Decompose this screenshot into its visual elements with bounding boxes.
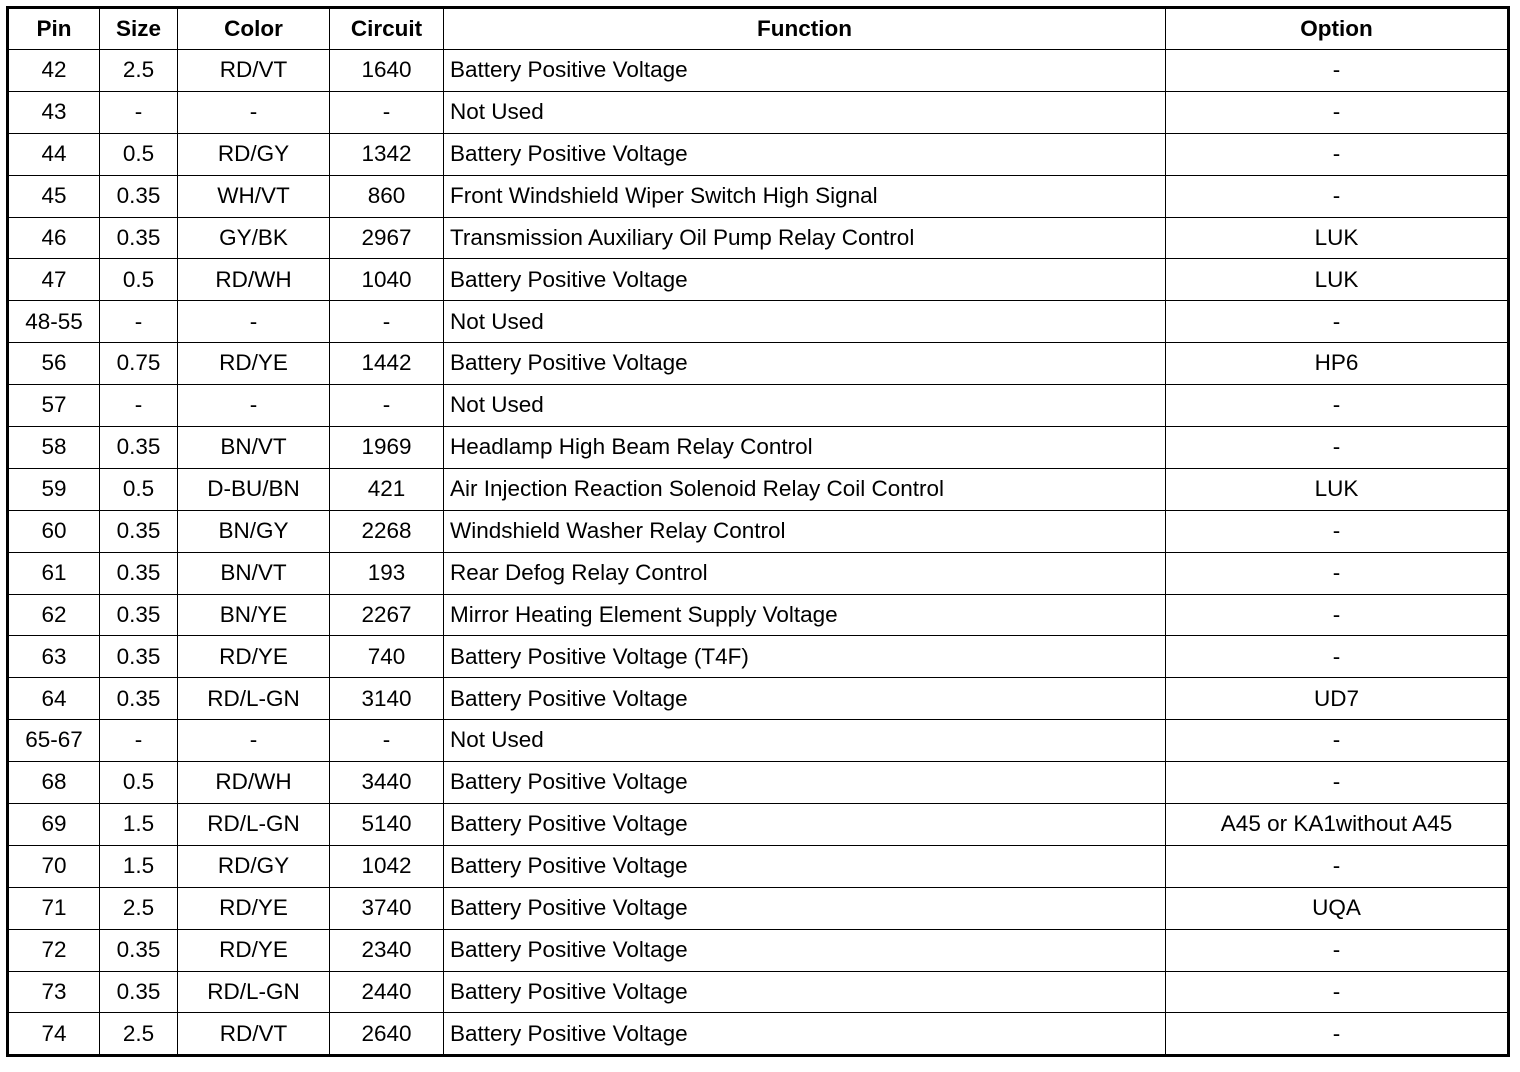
table-row: [8, 343, 1509, 385]
table-row: [8, 259, 1509, 301]
cell-option: LUK: [1166, 468, 1509, 510]
cell-size: 0.5: [100, 762, 178, 804]
table-row: [8, 552, 1509, 594]
cell-function: Battery Positive Voltage: [444, 1013, 1166, 1056]
cell-option: -: [1166, 385, 1509, 427]
cell-size: -: [100, 385, 178, 427]
cell-circuit: 740: [330, 636, 444, 678]
cell-function: Headlamp High Beam Relay Control: [444, 427, 1166, 469]
cell-color: RD/YE: [178, 929, 330, 971]
cell-option: -: [1166, 175, 1509, 217]
cell-color: RD/VT: [178, 1013, 330, 1056]
cell-circuit: 1342: [330, 133, 444, 175]
cell-option: -: [1166, 50, 1509, 92]
cell-circuit: 860: [330, 175, 444, 217]
table-row: [8, 510, 1509, 552]
header-option: Option: [1166, 8, 1509, 50]
cell-pin: 72: [8, 929, 100, 971]
cell-size: 0.35: [100, 510, 178, 552]
cell-function: Battery Positive Voltage: [444, 887, 1166, 929]
cell-pin: 73: [8, 971, 100, 1013]
cell-pin: 59: [8, 468, 100, 510]
cell-size: -: [100, 301, 178, 343]
cell-option: UD7: [1166, 678, 1509, 720]
cell-size: 2.5: [100, 1013, 178, 1056]
pinout-table: [6, 6, 1510, 1057]
cell-function: Battery Positive Voltage: [444, 929, 1166, 971]
cell-circuit: 193: [330, 552, 444, 594]
table-row: [8, 678, 1509, 720]
header-color: Color: [178, 8, 330, 50]
cell-option: -: [1166, 762, 1509, 804]
cell-pin: 61: [8, 552, 100, 594]
table-row: [8, 971, 1509, 1013]
cell-color: RD/GY: [178, 845, 330, 887]
table-row: [8, 636, 1509, 678]
cell-function: Not Used: [444, 301, 1166, 343]
cell-size: 0.5: [100, 468, 178, 510]
table-row: [8, 1013, 1509, 1056]
cell-pin: 43: [8, 91, 100, 133]
cell-function: Not Used: [444, 720, 1166, 762]
table-row: [8, 720, 1509, 762]
table-row: [8, 385, 1509, 427]
cell-size: -: [100, 91, 178, 133]
cell-function: Windshield Washer Relay Control: [444, 510, 1166, 552]
cell-size: 1.5: [100, 845, 178, 887]
cell-option: -: [1166, 91, 1509, 133]
cell-option: -: [1166, 427, 1509, 469]
cell-pin: 71: [8, 887, 100, 929]
cell-color: RD/WH: [178, 259, 330, 301]
table-row: [8, 133, 1509, 175]
table-row: [8, 91, 1509, 133]
cell-pin: 65-67: [8, 720, 100, 762]
cell-pin: 62: [8, 594, 100, 636]
cell-pin: 69: [8, 804, 100, 846]
cell-color: RD/L-GN: [178, 804, 330, 846]
table-row: [8, 762, 1509, 804]
cell-option: A45 or KA1without A45: [1166, 804, 1509, 846]
cell-option: -: [1166, 845, 1509, 887]
cell-circuit: -: [330, 720, 444, 762]
cell-circuit: 421: [330, 468, 444, 510]
cell-circuit: 1969: [330, 427, 444, 469]
cell-circuit: -: [330, 301, 444, 343]
cell-function: Battery Positive Voltage: [444, 259, 1166, 301]
cell-size: 0.35: [100, 427, 178, 469]
cell-function: Rear Defog Relay Control: [444, 552, 1166, 594]
cell-color: -: [178, 301, 330, 343]
cell-size: 0.75: [100, 343, 178, 385]
cell-function: Battery Positive Voltage: [444, 50, 1166, 92]
cell-circuit: 2340: [330, 929, 444, 971]
cell-circuit: 1042: [330, 845, 444, 887]
table-row: [8, 594, 1509, 636]
cell-option: -: [1166, 720, 1509, 762]
cell-pin: 57: [8, 385, 100, 427]
cell-function: Not Used: [444, 91, 1166, 133]
table-row: [8, 175, 1509, 217]
cell-color: RD/YE: [178, 636, 330, 678]
cell-circuit: -: [330, 385, 444, 427]
cell-function: Not Used: [444, 385, 1166, 427]
cell-color: RD/YE: [178, 343, 330, 385]
cell-size: 0.35: [100, 217, 178, 259]
cell-pin: 47: [8, 259, 100, 301]
cell-pin: 70: [8, 845, 100, 887]
cell-pin: 44: [8, 133, 100, 175]
cell-circuit: 2267: [330, 594, 444, 636]
cell-function: Battery Positive Voltage: [444, 804, 1166, 846]
cell-circuit: 1640: [330, 50, 444, 92]
cell-option: -: [1166, 133, 1509, 175]
cell-option: LUK: [1166, 259, 1509, 301]
cell-circuit: 2268: [330, 510, 444, 552]
cell-size: 0.35: [100, 971, 178, 1013]
header-row: [8, 8, 1509, 50]
cell-size: 0.35: [100, 594, 178, 636]
cell-size: 0.5: [100, 133, 178, 175]
cell-pin: 42: [8, 50, 100, 92]
cell-pin: 74: [8, 1013, 100, 1056]
cell-size: 0.35: [100, 929, 178, 971]
cell-option: -: [1166, 636, 1509, 678]
table-row: [8, 845, 1509, 887]
cell-circuit: 1442: [330, 343, 444, 385]
cell-circuit: 2640: [330, 1013, 444, 1056]
cell-option: -: [1166, 971, 1509, 1013]
cell-size: 0.35: [100, 175, 178, 217]
cell-color: BN/VT: [178, 427, 330, 469]
cell-size: 2.5: [100, 887, 178, 929]
cell-color: RD/L-GN: [178, 678, 330, 720]
cell-function: Battery Positive Voltage: [444, 971, 1166, 1013]
cell-size: 0.35: [100, 552, 178, 594]
cell-function: Mirror Heating Element Supply Voltage: [444, 594, 1166, 636]
cell-pin: 58: [8, 427, 100, 469]
cell-color: WH/VT: [178, 175, 330, 217]
cell-option: -: [1166, 594, 1509, 636]
cell-color: BN/YE: [178, 594, 330, 636]
cell-function: Air Injection Reaction Solenoid Relay Coil Control: [444, 468, 1166, 510]
cell-circuit: 5140: [330, 804, 444, 846]
table-row: [8, 929, 1509, 971]
cell-pin: 68: [8, 762, 100, 804]
header-function: Function: [444, 8, 1166, 50]
cell-function: Battery Positive Voltage: [444, 678, 1166, 720]
cell-option: -: [1166, 552, 1509, 594]
cell-option: -: [1166, 1013, 1509, 1056]
cell-size: 0.35: [100, 636, 178, 678]
cell-color: BN/VT: [178, 552, 330, 594]
cell-color: -: [178, 91, 330, 133]
table-row: [8, 50, 1509, 92]
cell-option: UQA: [1166, 887, 1509, 929]
cell-size: -: [100, 720, 178, 762]
cell-function: Battery Positive Voltage (T4F): [444, 636, 1166, 678]
cell-color: D-BU/BN: [178, 468, 330, 510]
cell-option: -: [1166, 301, 1509, 343]
cell-function: Front Windshield Wiper Switch High Signal: [444, 175, 1166, 217]
cell-pin: 63: [8, 636, 100, 678]
cell-size: 0.5: [100, 259, 178, 301]
cell-circuit: -: [330, 91, 444, 133]
cell-circuit: 1040: [330, 259, 444, 301]
cell-function: Battery Positive Voltage: [444, 762, 1166, 804]
cell-color: RD/YE: [178, 887, 330, 929]
cell-pin: 46: [8, 217, 100, 259]
cell-color: RD/GY: [178, 133, 330, 175]
cell-circuit: 3140: [330, 678, 444, 720]
cell-circuit: 2440: [330, 971, 444, 1013]
table-row: [8, 427, 1509, 469]
cell-circuit: 3440: [330, 762, 444, 804]
cell-pin: 60: [8, 510, 100, 552]
cell-option: HP6: [1166, 343, 1509, 385]
table-row: [8, 887, 1509, 929]
cell-function: Battery Positive Voltage: [444, 845, 1166, 887]
cell-color: GY/BK: [178, 217, 330, 259]
table-row: [8, 301, 1509, 343]
cell-color: RD/WH: [178, 762, 330, 804]
cell-option: -: [1166, 929, 1509, 971]
cell-size: 2.5: [100, 50, 178, 92]
header-pin: Pin: [8, 8, 100, 50]
table-row: [8, 468, 1509, 510]
header-size: Size: [100, 8, 178, 50]
cell-function: Transmission Auxiliary Oil Pump Relay Control: [444, 217, 1166, 259]
cell-color: RD/VT: [178, 50, 330, 92]
cell-function: Battery Positive Voltage: [444, 133, 1166, 175]
cell-pin: 45: [8, 175, 100, 217]
cell-color: BN/GY: [178, 510, 330, 552]
cell-function: Battery Positive Voltage: [444, 343, 1166, 385]
cell-size: 0.35: [100, 678, 178, 720]
cell-circuit: 2967: [330, 217, 444, 259]
cell-color: RD/L-GN: [178, 971, 330, 1013]
header-circuit: Circuit: [330, 8, 444, 50]
cell-size: 1.5: [100, 804, 178, 846]
table-row: [8, 217, 1509, 259]
cell-circuit: 3740: [330, 887, 444, 929]
cell-option: LUK: [1166, 217, 1509, 259]
cell-pin: 56: [8, 343, 100, 385]
table-row: [8, 804, 1509, 846]
cell-color: -: [178, 385, 330, 427]
cell-pin: 64: [8, 678, 100, 720]
cell-option: -: [1166, 510, 1509, 552]
cell-pin: 48-55: [8, 301, 100, 343]
table-body: [8, 50, 1509, 1056]
cell-color: -: [178, 720, 330, 762]
